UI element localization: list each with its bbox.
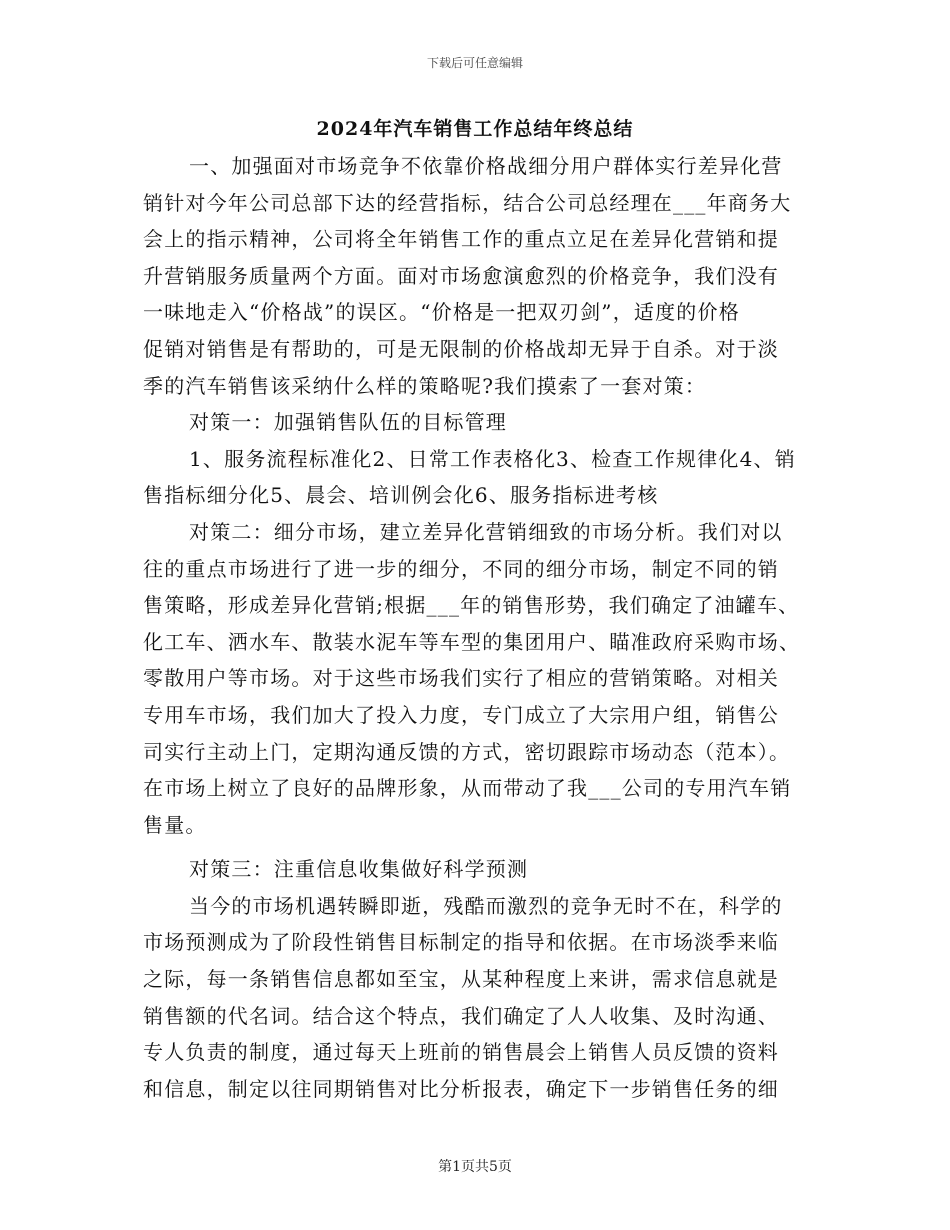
paragraph-line: 会上的指示精神，公司将全年销售工作的重点立足在差异化营销和提 <box>143 227 779 252</box>
paragraph-line: 季的汽车销售该采纳什么样的策略呢?我们摸索了一套对策： <box>143 373 707 398</box>
paragraph-line: 往的重点市场进行了进一步的细分，不同的细分市场，制定不同的销 <box>143 556 779 581</box>
page-header: 下载后可任意编辑 <box>426 56 523 70</box>
paragraph-line: 当今的市场机遇转瞬即逝，残酷而激烈的竞争无时不在，科学的 <box>189 893 783 918</box>
paragraph-line: 和信息，制定以往同期销售对比分析报表，确定下一步销售任务的细 <box>143 1076 779 1101</box>
paragraph-line: 司实行主动上门，定期沟通反馈的方式，密切跟踪市场动态（范本）。 <box>143 739 791 764</box>
paragraph-line: 销售额的代名词。结合这个特点，我们确定了人人收集、及时沟通、 <box>143 1003 779 1028</box>
paragraph-line: 一味地走入“价格战”的误区。“价格是一把双刃剑”，适度的价格 <box>143 300 740 325</box>
paragraph-line: 零散用户等市场。对于这些市场我们实行了相应的营销策略。对相关 <box>143 666 779 691</box>
document-title: 2024年汽车销售工作总结年终总结 <box>316 118 634 140</box>
paragraph-line: 销针对今年公司总部下达的经营指标，结合公司总经理在___年商务大 <box>143 190 792 215</box>
paragraph-line: 售策略，形成差异化营销;根据___年的销售形势，我们确定了油罐车、 <box>143 593 800 618</box>
paragraph-line: 在市场上树立了良好的品牌形象，从而带动了我___公司的专用汽车销 <box>143 776 792 801</box>
section-heading: 对策一：加强销售队伍的目标管理 <box>189 410 507 435</box>
section-heading: 对策三：注重信息收集做好科学预测 <box>189 857 529 882</box>
paragraph-line: 升营销服务质量两个方面。面对市场愈演愈烈的价格竞争，我们没有 <box>143 263 779 288</box>
paragraph-line: 1、服务流程标准化2、日常工作表格化3、检查工作规律化4、销 <box>189 446 796 471</box>
paragraph-line: 一、加强面对市场竞争不依靠价格战细分用户群体实行差异化营 <box>189 154 783 178</box>
paragraph-line: 对策二：细分市场，建立差异化营销细致的市场分析。我们对以 <box>189 519 783 544</box>
page-footer: 第1页共5页 <box>438 1159 512 1175</box>
paragraph-line: 售指标细分化5、晨会、培训例会化6、服务指标进考核 <box>143 483 659 508</box>
paragraph-line: 市场预测成为了阶段性销售目标制定的指导和依据。在市场淡季来临 <box>143 930 779 955</box>
paragraph-line: 之际，每一条销售信息都如至宝，从某种程度上来讲，需求信息就是 <box>143 967 779 992</box>
document-body <box>143 148 803 1107</box>
paragraph-line: 售量。 <box>143 812 207 837</box>
paragraph-line: 促销对销售是有帮助的，可是无限制的价格战却无异于自杀。对于淡 <box>143 336 779 361</box>
paragraph-line: 专人负责的制度，通过每天上班前的销售晨会上销售人员反馈的资料 <box>143 1040 779 1065</box>
paragraph-line: 专用车市场，我们加大了投入力度，专门成立了大宗用户组，销售公 <box>143 702 779 727</box>
paragraph-line: 化工车、洒水车、散装水泥车等车型的集团用户、瞄准政府采购市场、 <box>143 629 801 654</box>
